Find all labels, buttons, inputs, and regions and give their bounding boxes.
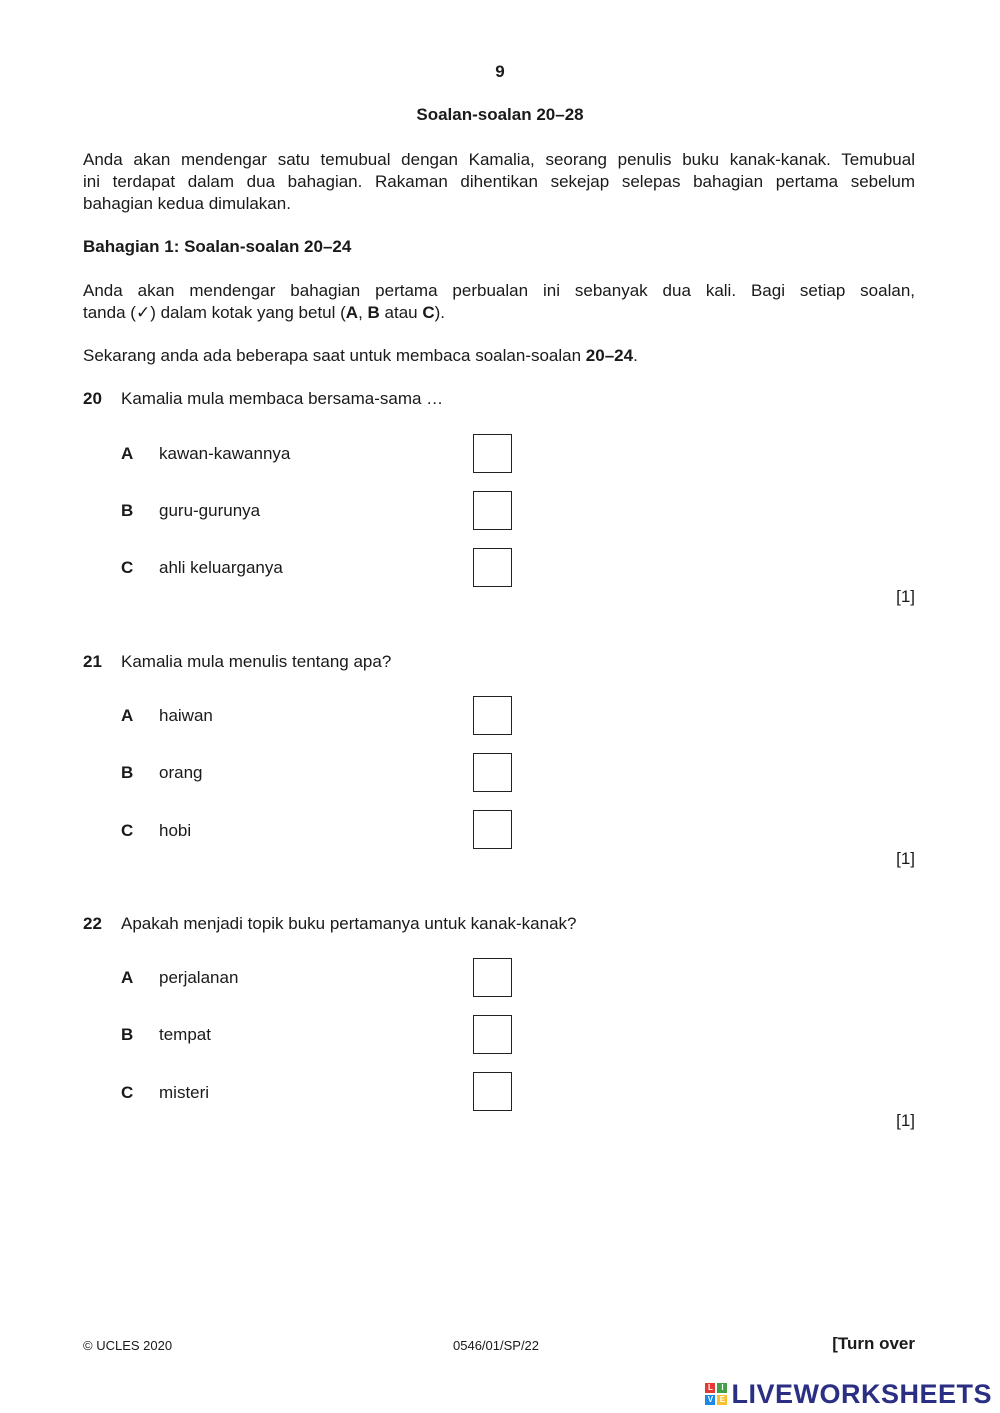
question-21-option-b-letter: B bbox=[121, 763, 134, 782]
close-text: ). bbox=[434, 303, 446, 322]
reading-time-period: . bbox=[633, 346, 638, 365]
logo-icon-letter-l: L bbox=[705, 1383, 715, 1393]
question-21-option-a-text: haiwan bbox=[159, 706, 213, 725]
question-20-option-b-checkbox[interactable] bbox=[473, 491, 512, 530]
instruction-paragraph bbox=[83, 280, 915, 324]
comma: , bbox=[358, 303, 368, 322]
question-22-text: Apakah menjadi topik buku pertamanya untuk kanak-kanak? bbox=[121, 914, 577, 933]
question-20-option-a-letter: A bbox=[121, 444, 134, 463]
question-22-option-a-text: perjalanan bbox=[159, 968, 239, 987]
liveworksheets-logo[interactable] bbox=[705, 1378, 992, 1410]
logo-icon-letter-v: V bbox=[705, 1395, 715, 1405]
question-20-number: 20 bbox=[83, 389, 102, 408]
logo-icon-letter-e: E bbox=[717, 1395, 727, 1405]
question-21-option-a-letter: A bbox=[121, 706, 134, 725]
instruction-line-1: Anda akan mendengar bahagian pertama perbualan ini sebanyak dua kali. Bagi setiap soalan, bbox=[83, 281, 915, 300]
intro-line-1: Anda akan mendengar satu temubual dengan Kamalia, seorang penulis buku kanak-kanak. Temubual bbox=[83, 150, 915, 169]
option-c-ref: C bbox=[422, 303, 435, 322]
question-20-option-a-text: kawan-kawannya bbox=[159, 444, 291, 463]
question-21-option-c-text: hobi bbox=[159, 821, 192, 840]
logo-text: LIVEWORKSHEETS bbox=[731, 1378, 992, 1409]
question-21-option-c-checkbox[interactable] bbox=[473, 810, 512, 849]
question-21-option-c-letter: C bbox=[121, 821, 134, 840]
atau-text: atau bbox=[379, 303, 423, 322]
question-21-number: 21 bbox=[83, 652, 102, 671]
question-20-option-c-checkbox[interactable] bbox=[473, 548, 512, 587]
footer-copyright: © UCLES 2020 bbox=[83, 1338, 173, 1353]
question-21-mark: [1] bbox=[896, 849, 915, 868]
question-22-option-a-checkbox[interactable] bbox=[473, 958, 512, 997]
question-20-option-c-text: ahli keluarganya bbox=[159, 558, 283, 577]
question-22-option-a-letter: A bbox=[121, 968, 134, 987]
question-22-option-b-checkbox[interactable] bbox=[473, 1015, 512, 1054]
logo-icon bbox=[705, 1383, 727, 1405]
page-number: 9 bbox=[495, 62, 505, 81]
option-a-ref: A bbox=[345, 303, 359, 322]
question-20-text: Kamalia mula membaca bersama-sama … bbox=[121, 389, 444, 408]
turn-over-label: [Turn over bbox=[832, 1334, 915, 1353]
intro-line-3: bahagian kedua dimulakan. bbox=[83, 194, 291, 213]
reading-time-note bbox=[83, 345, 915, 367]
part-heading: Bahagian 1: Soalan-soalan 20–24 bbox=[83, 237, 352, 256]
question-21-text: Kamalia mula menulis tentang apa? bbox=[121, 652, 392, 671]
instruction-text-b: ) dalam kotak yang betul ( bbox=[150, 303, 346, 322]
question-22-option-c-text: misteri bbox=[159, 1083, 210, 1102]
question-20-option-a-checkbox[interactable] bbox=[473, 434, 512, 473]
intro-paragraph bbox=[83, 149, 915, 215]
section-title: Soalan-soalan 20–28 bbox=[416, 105, 584, 124]
question-20-option-c-letter: C bbox=[121, 558, 134, 577]
intro-line-2: ini terdapat dalam dua bahagian. Rakaman dihentikan sekejap selepas bahagian pertama sebelum bbox=[83, 172, 915, 191]
footer-code: 0546/01/SP/22 bbox=[453, 1338, 540, 1353]
question-22-number: 22 bbox=[83, 914, 102, 933]
question-20-option-b-letter: B bbox=[121, 501, 134, 520]
question-22-option-c-letter: C bbox=[121, 1083, 134, 1102]
option-b-ref: B bbox=[367, 303, 380, 322]
check-icon: ✓ bbox=[135, 303, 151, 322]
instruction-line-2 bbox=[83, 302, 915, 324]
question-22-option-c-checkbox[interactable] bbox=[473, 1072, 512, 1111]
question-21-option-b-text: orang bbox=[159, 763, 203, 782]
question-22-option-b-letter: B bbox=[121, 1025, 134, 1044]
reading-time-range: 20–24 bbox=[585, 346, 634, 365]
question-20-option-b-text: guru-gurunya bbox=[159, 501, 261, 520]
question-21-option-a-checkbox[interactable] bbox=[473, 696, 512, 735]
question-20-mark: [1] bbox=[896, 587, 915, 606]
reading-time-text: Sekarang anda ada beberapa saat untuk membaca soalan-soalan bbox=[83, 346, 586, 365]
question-22-mark: [1] bbox=[896, 1111, 915, 1130]
logo-icon-letter-i: I bbox=[717, 1383, 727, 1393]
instruction-text-a: tanda ( bbox=[83, 303, 136, 322]
question-21-option-b-checkbox[interactable] bbox=[473, 753, 512, 792]
question-22-option-b-text: tempat bbox=[159, 1025, 211, 1044]
